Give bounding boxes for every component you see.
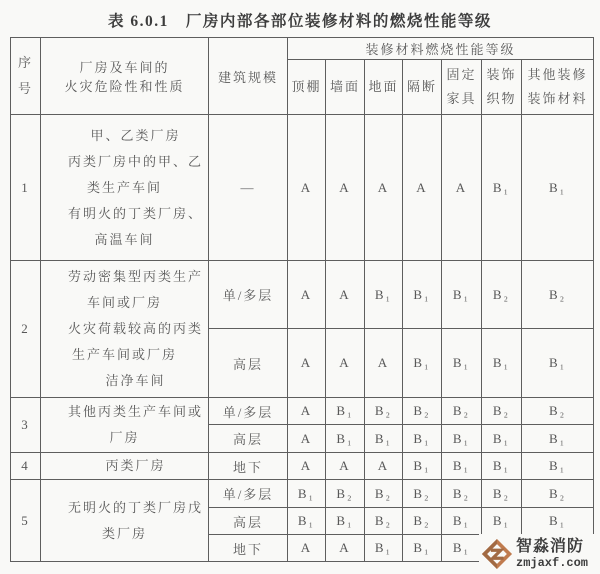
- cell-value: B₂: [403, 398, 442, 425]
- cell-value: B₁: [326, 398, 365, 425]
- header-description-line1: 厂房及车间的: [79, 60, 170, 75]
- cell-value: B₁: [482, 453, 522, 480]
- cell-value: A: [365, 329, 403, 398]
- cell-scale: 单/多层: [209, 480, 288, 508]
- cell-value: B₁: [442, 329, 482, 398]
- cell-value: B₂: [365, 508, 403, 535]
- cell-value: A: [326, 261, 365, 329]
- cell-value: B₂: [522, 398, 594, 425]
- cell-value: A: [326, 535, 365, 562]
- cell-value: B₂: [403, 508, 442, 535]
- cell-value: B₁: [522, 329, 594, 398]
- cell-value: A: [288, 398, 326, 425]
- description-line: 无明火的丁类厂房戊类厂房: [67, 499, 203, 541]
- cell-value: B₁: [442, 453, 482, 480]
- cell-value: B₁: [442, 508, 482, 535]
- cell-value: A: [326, 115, 365, 261]
- watermark-text: [516, 539, 588, 569]
- row-seq: 4: [11, 453, 41, 480]
- cell-value: A: [288, 329, 326, 398]
- watermark-url: zmjaxf.com: [516, 556, 589, 570]
- cell-value: A: [326, 453, 365, 480]
- cell-value: B₁: [365, 425, 403, 453]
- header-description: [41, 38, 209, 115]
- row-description: [41, 261, 209, 398]
- cell-value: B₂: [482, 480, 522, 508]
- row-seq: 5: [11, 480, 41, 562]
- cell-value: B₁: [442, 261, 482, 329]
- cell-value: A: [288, 261, 326, 329]
- row-description: [41, 115, 209, 261]
- cell-value: B₁: [522, 453, 594, 480]
- cell-value: B₂: [403, 480, 442, 508]
- watermark: [479, 534, 594, 574]
- header-material-decorative-fabric: 装饰织物: [482, 60, 522, 115]
- cell-value: B₁: [403, 261, 442, 329]
- cell-value: B₁: [326, 508, 365, 535]
- cell-value: B₂: [442, 398, 482, 425]
- row-seq: 3: [11, 398, 41, 453]
- header-material-floor: 地面: [365, 60, 403, 115]
- description-line: 丙类厂房中的甲、乙类生产车间: [67, 153, 203, 195]
- cell-value: A: [288, 535, 326, 562]
- fire-rating-table: [10, 37, 594, 562]
- description-line: 洁净车间: [105, 373, 166, 388]
- cell-value: B₁: [522, 508, 594, 535]
- cell-value: A: [442, 115, 482, 261]
- cell-value: B₁: [403, 535, 442, 562]
- row-description: [41, 453, 209, 480]
- cell-scale: 高层: [209, 425, 288, 453]
- table-row: [11, 261, 594, 329]
- header-seq: 序号: [11, 38, 41, 115]
- cell-value: A: [288, 425, 326, 453]
- description-line: 火灾荷载较高的丙类生产车间或厂房: [67, 321, 203, 362]
- cell-value: A: [288, 453, 326, 480]
- cell-value: B₁: [403, 425, 442, 453]
- table-header-row-1: [11, 38, 594, 60]
- cell-value: B₁: [522, 425, 594, 453]
- cell-value: B₂: [522, 261, 594, 329]
- header-material-ceiling: 顶棚: [288, 60, 326, 115]
- header-material-other: 其他装修装饰材料: [522, 60, 594, 115]
- cell-value: B₁: [365, 261, 403, 329]
- cell-value: B₂: [442, 480, 482, 508]
- cell-value: B₂: [326, 480, 365, 508]
- table-row: [11, 398, 594, 425]
- cell-value: B₁: [482, 425, 522, 453]
- cell-value: B₁: [442, 425, 482, 453]
- page-title: 表 6.0.1 厂房内部各部位装修材料的燃烧性能等级: [108, 13, 492, 30]
- row-description: [41, 398, 209, 453]
- table-row: [11, 453, 594, 480]
- row-seq: 1: [11, 115, 41, 261]
- cell-value: B₁: [482, 329, 522, 398]
- table-row: [11, 115, 594, 261]
- cell-scale: 地下: [209, 453, 288, 480]
- cell-value: B₂: [522, 480, 594, 508]
- watermark-brand-name: 智淼消防: [516, 538, 585, 555]
- cell-scale: 高层: [209, 508, 288, 535]
- cell-value: B₁: [288, 508, 326, 535]
- header-material-wall: 墙面: [326, 60, 365, 115]
- cell-value: A: [288, 115, 326, 261]
- cell-value: B₂: [482, 398, 522, 425]
- cell-scale: —: [209, 115, 288, 261]
- zhimiao-diamond-logo-icon: [481, 538, 513, 570]
- description-line: 甲、乙类厂房: [90, 127, 181, 143]
- cell-value: B₁: [365, 535, 403, 562]
- cell-scale: 高层: [209, 329, 288, 398]
- cell-value: B₂: [365, 480, 403, 508]
- row-seq: 2: [11, 261, 41, 398]
- cell-value: B₁: [403, 329, 442, 398]
- cell-value: B₂: [482, 261, 522, 329]
- cell-value: B₁: [403, 453, 442, 480]
- cell-value: B₁: [522, 115, 594, 261]
- description-line: 有明火的丁类厂房、高温车间: [67, 205, 203, 247]
- cell-value: B₁: [482, 115, 522, 261]
- table-row: [11, 480, 594, 508]
- row-description: [41, 480, 209, 562]
- cell-value: A: [326, 329, 365, 398]
- description-line: 劳动密集型丙类生产车间或厂房: [67, 269, 203, 310]
- header-description-line2: 火灾危险性和性质: [64, 79, 185, 94]
- cell-value: B₁: [288, 480, 326, 508]
- description-line: 丙类厂房: [105, 458, 166, 473]
- cell-scale: 地下: [209, 535, 288, 562]
- cell-value: B₂: [365, 398, 403, 425]
- header-group-rating: 装修材料燃烧性能等级: [288, 38, 594, 60]
- cell-value: B₁: [442, 535, 482, 562]
- cell-value: A: [365, 115, 403, 261]
- cell-scale: 单/多层: [209, 398, 288, 425]
- header-building-scale: 建筑规模: [209, 38, 288, 115]
- description-line: 其他丙类生产车间或厂房: [67, 404, 203, 445]
- header-material-partition: 隔断: [403, 60, 442, 115]
- cell-value: B₁: [326, 425, 365, 453]
- cell-value: A: [403, 115, 442, 261]
- cell-value: B₁: [482, 508, 522, 535]
- cell-scale: 单/多层: [209, 261, 288, 329]
- cell-value: A: [365, 453, 403, 480]
- header-material-fixed-furniture: 固定家具: [442, 60, 482, 115]
